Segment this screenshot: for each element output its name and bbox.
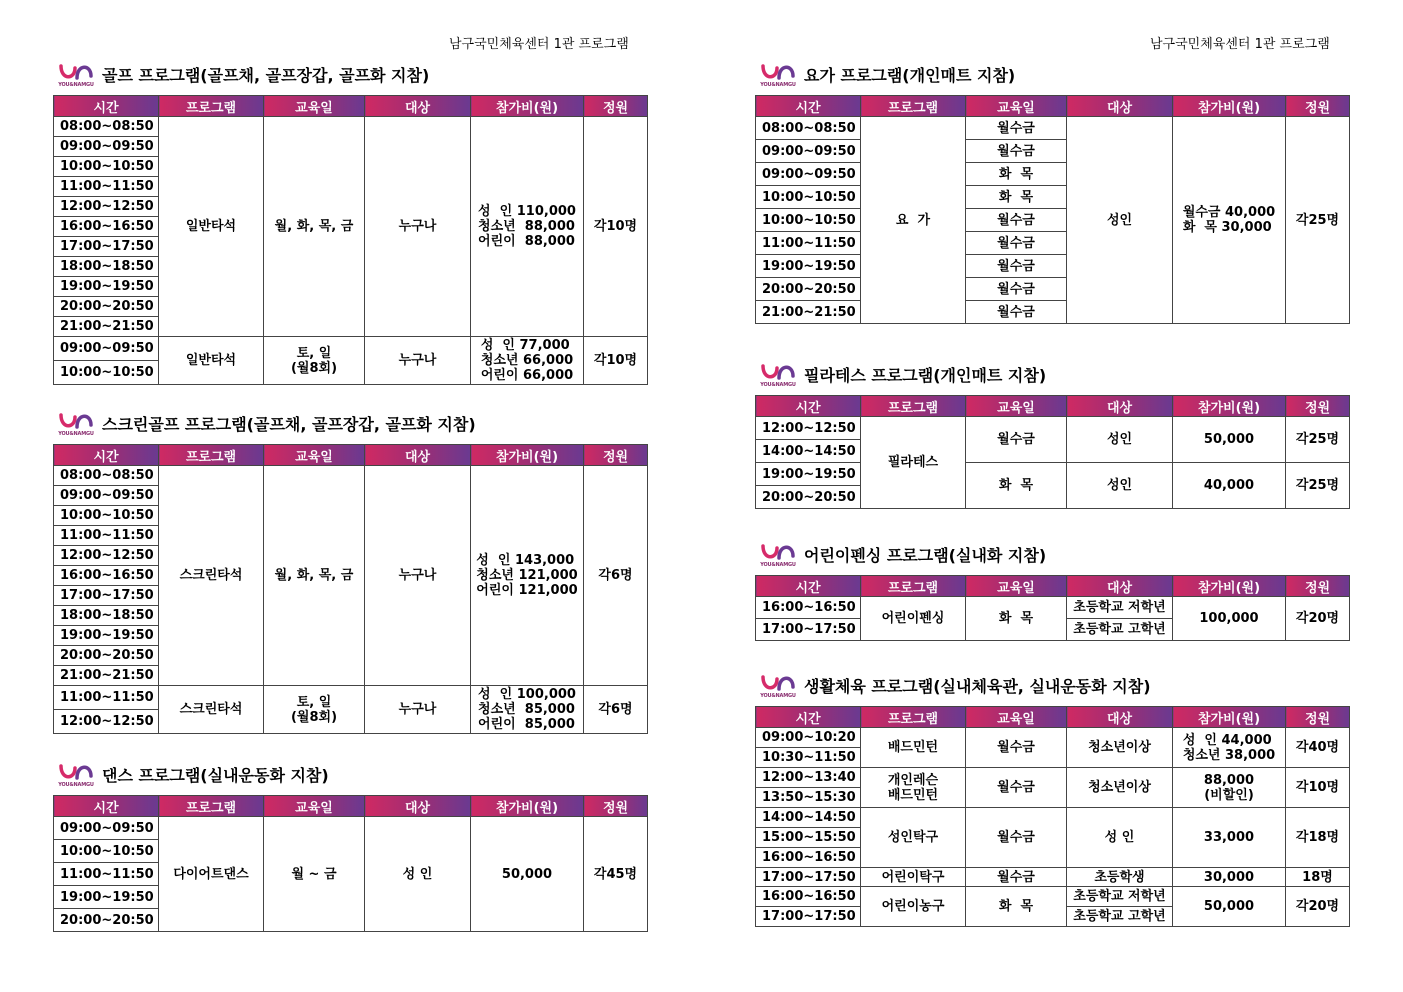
time-cell: 19:00~19:50 (54, 277, 159, 297)
time-cell: 12:00~12:50 (54, 546, 159, 566)
program-cell: 스크린타석 (159, 466, 264, 686)
header-target: 대상 (365, 796, 471, 817)
table-row (54, 466, 648, 486)
screen-golf-section-title (58, 411, 476, 435)
yoga-section-title (760, 62, 1015, 86)
fee-cell: 성 인 100,000 청소년 85,000 어린이 85,000 (471, 686, 584, 734)
days-cell: 토, 일 (월8회) (264, 686, 365, 734)
table-row (756, 887, 1350, 907)
header-fee: 참가비(원) (471, 445, 584, 466)
fee-cell: 성 인 44,000 청소년 38,000 (1173, 728, 1286, 768)
header-fee: 참가비(원) (1173, 396, 1286, 417)
target-cell: 성인 (1067, 117, 1173, 324)
header-days: 교육일 (264, 796, 365, 817)
days-cell: 월, 화, 목, 금 (264, 466, 365, 686)
target-cell: 초등학교 고학년 (1067, 619, 1173, 641)
days-cell: 월수금 (966, 232, 1067, 255)
target-cell: 누구나 (365, 466, 471, 686)
days-cell: 월수금 (966, 301, 1067, 324)
target-cell: 청소년이상 (1067, 768, 1173, 808)
days-cell: 월수금 (966, 255, 1067, 278)
time-cell: 18:00~18:50 (54, 606, 159, 626)
header-time: 시간 (756, 576, 861, 597)
logo-text: YOU&NAMGU (58, 431, 94, 437)
table-row (756, 417, 1350, 440)
screen-golf-title: 스크린골프 프로그램(골프채, 골프장갑, 골프화 지참) (102, 414, 476, 434)
days-cell: 화 목 (966, 463, 1067, 509)
days-cell: 화 목 (966, 163, 1067, 186)
header-capacity: 정원 (584, 96, 648, 117)
you-namgu-logo (58, 62, 94, 86)
capacity-cell: 18명 (1286, 868, 1350, 887)
fencing-section-title (760, 542, 1046, 566)
time-cell: 20:00~20:50 (54, 909, 159, 932)
time-cell: 14:00~14:50 (756, 440, 861, 463)
you-namgu-logo (760, 62, 796, 86)
fee-cell: 50,000 (1173, 887, 1286, 927)
target-cell: 누구나 (365, 337, 471, 385)
program-cell: 어린이탁구 (861, 868, 966, 887)
you-namgu-logo (760, 542, 796, 566)
time-cell: 10:00~10:50 (54, 506, 159, 526)
time-cell: 10:30~11:50 (756, 748, 861, 768)
fee-cell: 50,000 (1173, 417, 1286, 463)
capacity-cell: 각25명 (1286, 463, 1350, 509)
program-cell: 성인탁구 (861, 808, 966, 868)
time-cell: 09:00~09:50 (54, 137, 159, 157)
time-cell: 16:00~16:50 (54, 217, 159, 237)
time-cell: 09:00~09:50 (756, 163, 861, 186)
time-cell: 09:00~09:50 (756, 140, 861, 163)
header-fee: 참가비(원) (1173, 576, 1286, 597)
days-cell: 월수금 (966, 278, 1067, 301)
program-cell: 스크린타석 (159, 686, 264, 734)
screen-golf-table (53, 444, 648, 734)
time-cell: 16:00~16:50 (54, 566, 159, 586)
pilates-table (755, 395, 1350, 509)
header-row (756, 396, 1350, 417)
table-row (54, 817, 648, 840)
days-cell: 토, 일 (월8회) (264, 337, 365, 385)
header-target: 대상 (1067, 707, 1173, 728)
target-cell: 초등학교 저학년 (1067, 597, 1173, 619)
time-cell: 17:00~17:50 (756, 868, 861, 887)
table-row (756, 597, 1350, 619)
time-cell: 21:00~21:50 (54, 666, 159, 686)
fee-cell: 88,000 (비할인) (1173, 768, 1286, 808)
sports-table (755, 706, 1350, 927)
time-cell: 19:00~19:50 (54, 626, 159, 646)
time-cell: 15:00~15:50 (756, 828, 861, 848)
time-cell: 16:00~16:50 (756, 887, 861, 907)
logo-text: YOU&NAMGU (760, 82, 796, 88)
capacity-cell: 각18명 (1286, 808, 1350, 868)
time-cell: 10:00~10:50 (54, 361, 159, 385)
capacity-cell: 각10명 (584, 117, 648, 337)
time-cell: 11:00~11:50 (54, 526, 159, 546)
table-row (756, 808, 1350, 828)
header-row (54, 96, 648, 117)
header-time: 시간 (54, 796, 159, 817)
days-cell: 화 목 (966, 186, 1067, 209)
header-capacity: 정원 (1286, 576, 1350, 597)
time-cell: 08:00~08:50 (54, 117, 159, 137)
time-cell: 11:00~11:50 (54, 177, 159, 197)
header-row (54, 796, 648, 817)
program-cell: 어린이농구 (861, 887, 966, 927)
table-row (756, 463, 1350, 486)
program-cell: 일반타석 (159, 117, 264, 337)
header-program: 프로그램 (159, 796, 264, 817)
logo-text: YOU&NAMGU (760, 693, 796, 699)
time-cell: 09:00~09:50 (54, 337, 159, 361)
capacity-cell: 각6명 (584, 466, 648, 686)
dance-table (53, 795, 648, 932)
capacity-cell: 각20명 (1286, 597, 1350, 641)
header-capacity: 정원 (1286, 707, 1350, 728)
time-cell: 08:00~08:50 (756, 117, 861, 140)
target-cell: 누구나 (365, 117, 471, 337)
target-cell: 성 인 (1067, 808, 1173, 868)
golf-title: 골프 프로그램(골프채, 골프장갑, 골프화 지참) (102, 65, 430, 85)
time-cell: 17:00~17:50 (54, 237, 159, 257)
header-days: 교육일 (264, 445, 365, 466)
header-capacity: 정원 (1286, 96, 1350, 117)
header-fee: 참가비(원) (471, 796, 584, 817)
days-cell: 월수금 (966, 808, 1067, 868)
time-cell: 17:00~17:50 (756, 907, 861, 927)
table-row (54, 117, 648, 137)
program-cell: 필라테스 (861, 417, 966, 509)
fencing-table (755, 575, 1350, 641)
header-fee: 참가비(원) (471, 96, 584, 117)
time-cell: 17:00~17:50 (54, 586, 159, 606)
time-cell: 20:00~20:50 (54, 297, 159, 317)
fee-cell: 30,000 (1173, 868, 1286, 887)
you-namgu-logo (760, 362, 796, 386)
fee-cell: 성 인 110,000 청소년 88,000 어린이 88,000 (471, 117, 584, 337)
capacity-cell: 각10명 (1286, 768, 1350, 808)
capacity-cell: 각6명 (584, 686, 648, 734)
fencing-title: 어린이펜싱 프로그램(실내화 지참) (804, 545, 1047, 565)
time-cell: 16:00~16:50 (756, 848, 861, 868)
time-cell: 10:00~10:50 (54, 840, 159, 863)
capacity-cell: 각10명 (584, 337, 648, 385)
table-row (756, 117, 1350, 140)
time-cell: 11:00~11:50 (54, 686, 159, 710)
header-days: 교육일 (966, 576, 1067, 597)
target-cell: 청소년이상 (1067, 728, 1173, 768)
logo-text: YOU&NAMGU (760, 382, 796, 388)
header-row (756, 96, 1350, 117)
page-header-left: 남구국민체육센터 1관 프로그램 (449, 37, 629, 52)
table-row (756, 728, 1350, 748)
header-target: 대상 (1067, 96, 1173, 117)
days-cell: 월수금 (966, 728, 1067, 768)
header-program: 프로그램 (861, 576, 966, 597)
header-days: 교육일 (966, 96, 1067, 117)
fee-cell: 33,000 (1173, 808, 1286, 868)
days-cell: 월수금 (966, 868, 1067, 887)
header-row (54, 445, 648, 466)
days-cell: 화 목 (966, 887, 1067, 927)
target-cell: 초등학교 저학년 (1067, 887, 1173, 907)
header-days: 교육일 (264, 96, 365, 117)
target-cell: 성인 (1067, 417, 1173, 463)
time-cell: 10:00~10:50 (54, 157, 159, 177)
time-cell: 09:00~09:50 (54, 486, 159, 506)
table-row (54, 337, 648, 361)
header-time: 시간 (756, 707, 861, 728)
time-cell: 10:00~10:50 (756, 186, 861, 209)
logo-text: YOU&NAMGU (58, 782, 94, 788)
header-program: 프로그램 (861, 96, 966, 117)
header-target: 대상 (1067, 576, 1173, 597)
dance-title: 댄스 프로그램(실내운동화 지참) (102, 765, 329, 785)
yoga-table (755, 95, 1350, 324)
program-cell: 일반타석 (159, 337, 264, 385)
program-cell: 어린이펜싱 (861, 597, 966, 641)
target-cell: 누구나 (365, 686, 471, 734)
fee-cell: 성 인 77,000 청소년 66,000 어린이 66,000 (471, 337, 584, 385)
header-fee: 참가비(원) (1173, 707, 1286, 728)
table-row (756, 868, 1350, 887)
time-cell: 20:00~20:50 (54, 646, 159, 666)
header-target: 대상 (1067, 396, 1173, 417)
capacity-cell: 각45명 (584, 817, 648, 932)
header-program: 프로그램 (861, 396, 966, 417)
time-cell: 20:00~20:50 (756, 486, 861, 509)
table-row (54, 686, 648, 710)
days-cell: 월수금 (966, 209, 1067, 232)
time-cell: 19:00~19:50 (756, 463, 861, 486)
header-program: 프로그램 (159, 96, 264, 117)
table-row (756, 768, 1350, 788)
header-time: 시간 (54, 96, 159, 117)
fee-cell: 월수금 40,000 화 목 30,000 (1173, 117, 1286, 324)
header-days: 교육일 (966, 396, 1067, 417)
time-cell: 20:00~20:50 (756, 278, 861, 301)
time-cell: 08:00~08:50 (54, 466, 159, 486)
days-cell: 월수금 (966, 140, 1067, 163)
days-cell: 월수금 (966, 417, 1067, 463)
program-cell: 요 가 (861, 117, 966, 324)
target-cell: 성 인 (365, 817, 471, 932)
header-time: 시간 (756, 96, 861, 117)
time-cell: 11:00~11:50 (54, 863, 159, 886)
header-row (756, 576, 1350, 597)
page-header-right: 남구국민체육센터 1관 프로그램 (1150, 37, 1330, 52)
fee-cell: 50,000 (471, 817, 584, 932)
target-cell: 성인 (1067, 463, 1173, 509)
time-cell: 18:00~18:50 (54, 257, 159, 277)
time-cell: 14:00~14:50 (756, 808, 861, 828)
header-program: 프로그램 (159, 445, 264, 466)
time-cell: 16:00~16:50 (756, 597, 861, 619)
header-capacity: 정원 (584, 445, 648, 466)
header-program: 프로그램 (861, 707, 966, 728)
capacity-cell: 각25명 (1286, 417, 1350, 463)
pilates-title: 필라테스 프로그램(개인매트 지참) (804, 365, 1047, 385)
time-cell: 10:00~10:50 (756, 209, 861, 232)
days-cell: 화 목 (966, 597, 1067, 641)
program-cell: 개인레슨 배드민턴 (861, 768, 966, 808)
time-cell: 12:00~13:40 (756, 768, 861, 788)
time-cell: 21:00~21:50 (54, 317, 159, 337)
time-cell: 12:00~12:50 (54, 197, 159, 217)
golf-table (53, 95, 648, 385)
dance-section-title (58, 762, 329, 786)
header-days: 교육일 (966, 707, 1067, 728)
header-target: 대상 (365, 96, 471, 117)
you-namgu-logo (58, 411, 94, 435)
header-capacity: 정원 (584, 796, 648, 817)
time-cell: 11:00~11:50 (756, 232, 861, 255)
yoga-title: 요가 프로그램(개인매트 지참) (804, 65, 1016, 85)
time-cell: 13:50~15:30 (756, 788, 861, 808)
header-fee: 참가비(원) (1173, 96, 1286, 117)
you-namgu-logo (58, 762, 94, 786)
time-cell: 21:00~21:50 (756, 301, 861, 324)
time-cell: 09:00~10:20 (756, 728, 861, 748)
header-row (756, 707, 1350, 728)
days-cell: 월, 화, 목, 금 (264, 117, 365, 337)
target-cell: 초등학생 (1067, 868, 1173, 887)
header-time: 시간 (54, 445, 159, 466)
logo-text: YOU&NAMGU (760, 562, 796, 568)
time-cell: 09:00~09:50 (54, 817, 159, 840)
capacity-cell: 각40명 (1286, 728, 1350, 768)
time-cell: 17:00~17:50 (756, 619, 861, 641)
fee-cell: 100,000 (1173, 597, 1286, 641)
pilates-section-title (760, 362, 1046, 386)
time-cell: 12:00~12:50 (54, 710, 159, 734)
header-target: 대상 (365, 445, 471, 466)
program-cell: 배드민턴 (861, 728, 966, 768)
time-cell: 19:00~19:50 (756, 255, 861, 278)
days-cell: 월 ~ 금 (264, 817, 365, 932)
you-namgu-logo (760, 673, 796, 697)
program-cell: 다이어트댄스 (159, 817, 264, 932)
fee-cell: 성 인 143,000 청소년 121,000 어린이 121,000 (471, 466, 584, 686)
days-cell: 월수금 (966, 768, 1067, 808)
header-time: 시간 (756, 396, 861, 417)
capacity-cell: 각20명 (1286, 887, 1350, 927)
capacity-cell: 각25명 (1286, 117, 1350, 324)
fee-cell: 40,000 (1173, 463, 1286, 509)
golf-section-title (58, 62, 429, 86)
days-cell: 월수금 (966, 117, 1067, 140)
logo-text: YOU&NAMGU (58, 82, 94, 88)
header-capacity: 정원 (1286, 396, 1350, 417)
sports-section-title (760, 673, 1151, 697)
target-cell: 초등학교 고학년 (1067, 907, 1173, 927)
time-cell: 12:00~12:50 (756, 417, 861, 440)
sports-title: 생활체육 프로그램(실내체육관, 실내운동화 지참) (804, 676, 1151, 696)
time-cell: 19:00~19:50 (54, 886, 159, 909)
